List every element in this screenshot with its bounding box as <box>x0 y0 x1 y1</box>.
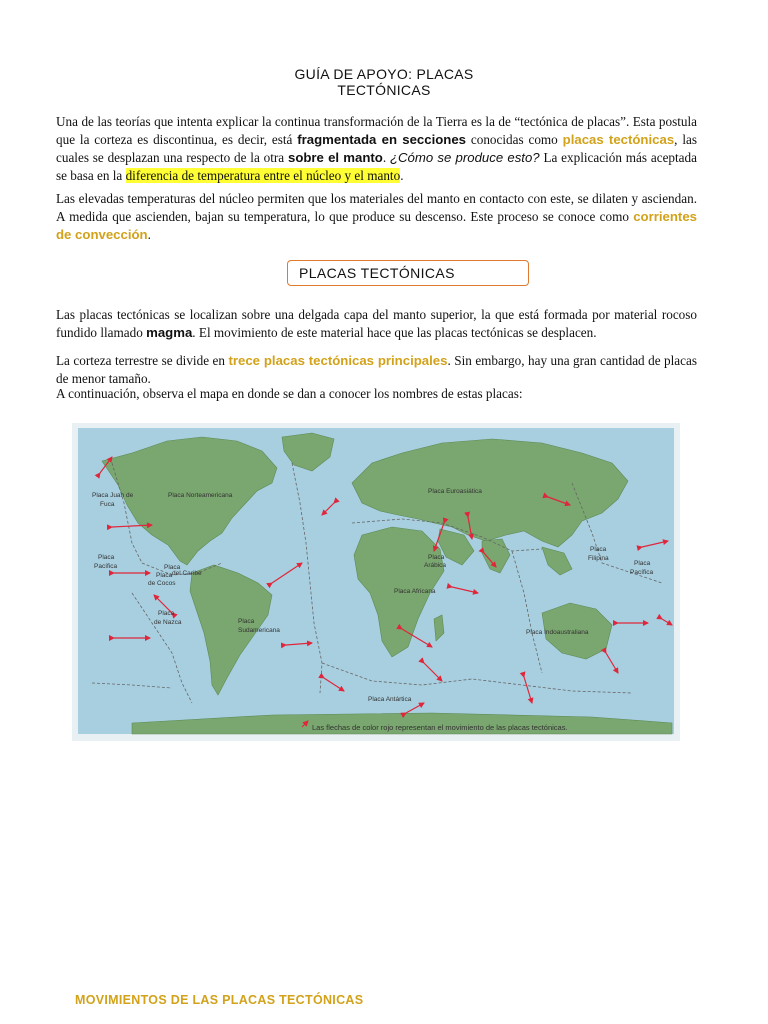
label-filipina: Filipina <box>588 555 609 562</box>
tectonic-plates-map <box>72 423 680 741</box>
mantle-term: sobre el manto <box>287 150 383 165</box>
convection-term: corrientes de convección <box>56 209 697 242</box>
page-title-line-1: GUÍA DE APOYO: PLACAS <box>294 66 474 82</box>
label-sudamericana: Placa <box>238 618 255 625</box>
label-pacifica-east: Placa <box>634 560 651 567</box>
label-sudamericana: Sudamericana <box>238 627 280 634</box>
label-euroasiatica: Placa Euroasiática <box>428 488 482 495</box>
footer-heading: MOVIMIENTOS DE LAS PLACAS TECTÓNICAS <box>75 993 364 1007</box>
map-legend: Las flechas de color rojo representan el movimiento de las placas tectónicas. <box>312 723 568 732</box>
page-title <box>0 66 768 98</box>
magma-term: magma <box>146 325 193 340</box>
label-indoaustraliana: Placa Indoaustraliana <box>526 629 589 636</box>
section-heading-box <box>287 260 529 286</box>
label-arabiga: Placa <box>428 554 445 561</box>
label-caribe: del Caribe <box>172 570 202 577</box>
map-intro-paragraph: A continuación, observa el mapa en donde se dan a conocer los nombres de estas placas: <box>56 386 523 401</box>
convection-paragraph: Las elevadas temperaturas del núcleo permiten que los materiales del manto en contacto con este, se dilaten y asciendan. A medida que ascienden, bajan su temperatura, lo que produce su descenso. Este proceso se conoce como corrientes de convección. <box>56 191 697 242</box>
label-norteamericana: Placa Norteamericana <box>168 492 233 499</box>
label-caribe: Placa <box>164 564 181 571</box>
tectonic-plates-term: placas tectónicas <box>562 132 675 147</box>
label-pacifica-west: Placa <box>98 554 115 561</box>
label-juan-de-fuca: Fuca <box>100 501 115 508</box>
label-cocos: Placa <box>156 572 173 579</box>
intro-paragraph: Una de las teorías que intenta explicar la continua transformación de la Tierra es la de “tectónica de placas”. Esta postula que la corteza es discontinua, es decir, está fragmentada en secciones conocidas como placas tectónicas, las cuales se desplazan una respecto de la otra sobre el manto. ¿Cómo se produce esto? La explicación más aceptada se basa en la diferencia de temperatura entre el núcleo y el manto. <box>56 114 697 183</box>
label-juan-de-fuca: Placa Juan de <box>92 492 134 499</box>
label-pacifica-east: Pacífica <box>630 569 654 576</box>
page-title-line-2: TECTÓNICAS <box>337 82 431 98</box>
section-heading: PLACAS TECTÓNICAS <box>299 265 455 281</box>
thirteen-plates-term: trece placas tectónicas principales <box>228 353 448 368</box>
label-pacifica-west: Pacífica <box>94 563 118 570</box>
label-africana: Placa Africana <box>394 588 436 595</box>
label-nazca: de Nazca <box>154 619 182 626</box>
label-filipina: Placa <box>590 546 607 553</box>
label-cocos: de Cocos <box>148 580 176 587</box>
label-nazca: Placa <box>158 610 175 617</box>
magma-paragraph: Las placas tectónicas se localizan sobre una delgada capa del manto superior, la que está formada por material rocoso fundido llamado magma. El movimiento de este material hace que las placas tectónicas se desplacen. <box>56 307 697 340</box>
highlighted-text: diferencia de temperatura entre el núcleo y el manto <box>125 168 401 183</box>
thirteen-plates-paragraph: La corteza terrestre se divide en trece placas tectónicas principales. Sin embargo, hay una gran cantidad de placas de menor tamaño. <box>56 353 697 386</box>
fragmented-term: fragmentada en secciones <box>297 132 467 147</box>
label-antartica: Placa Antártica <box>368 696 412 703</box>
label-arabiga: Arábica <box>424 562 447 569</box>
question-text: ¿Cómo se produce esto? <box>389 150 540 165</box>
